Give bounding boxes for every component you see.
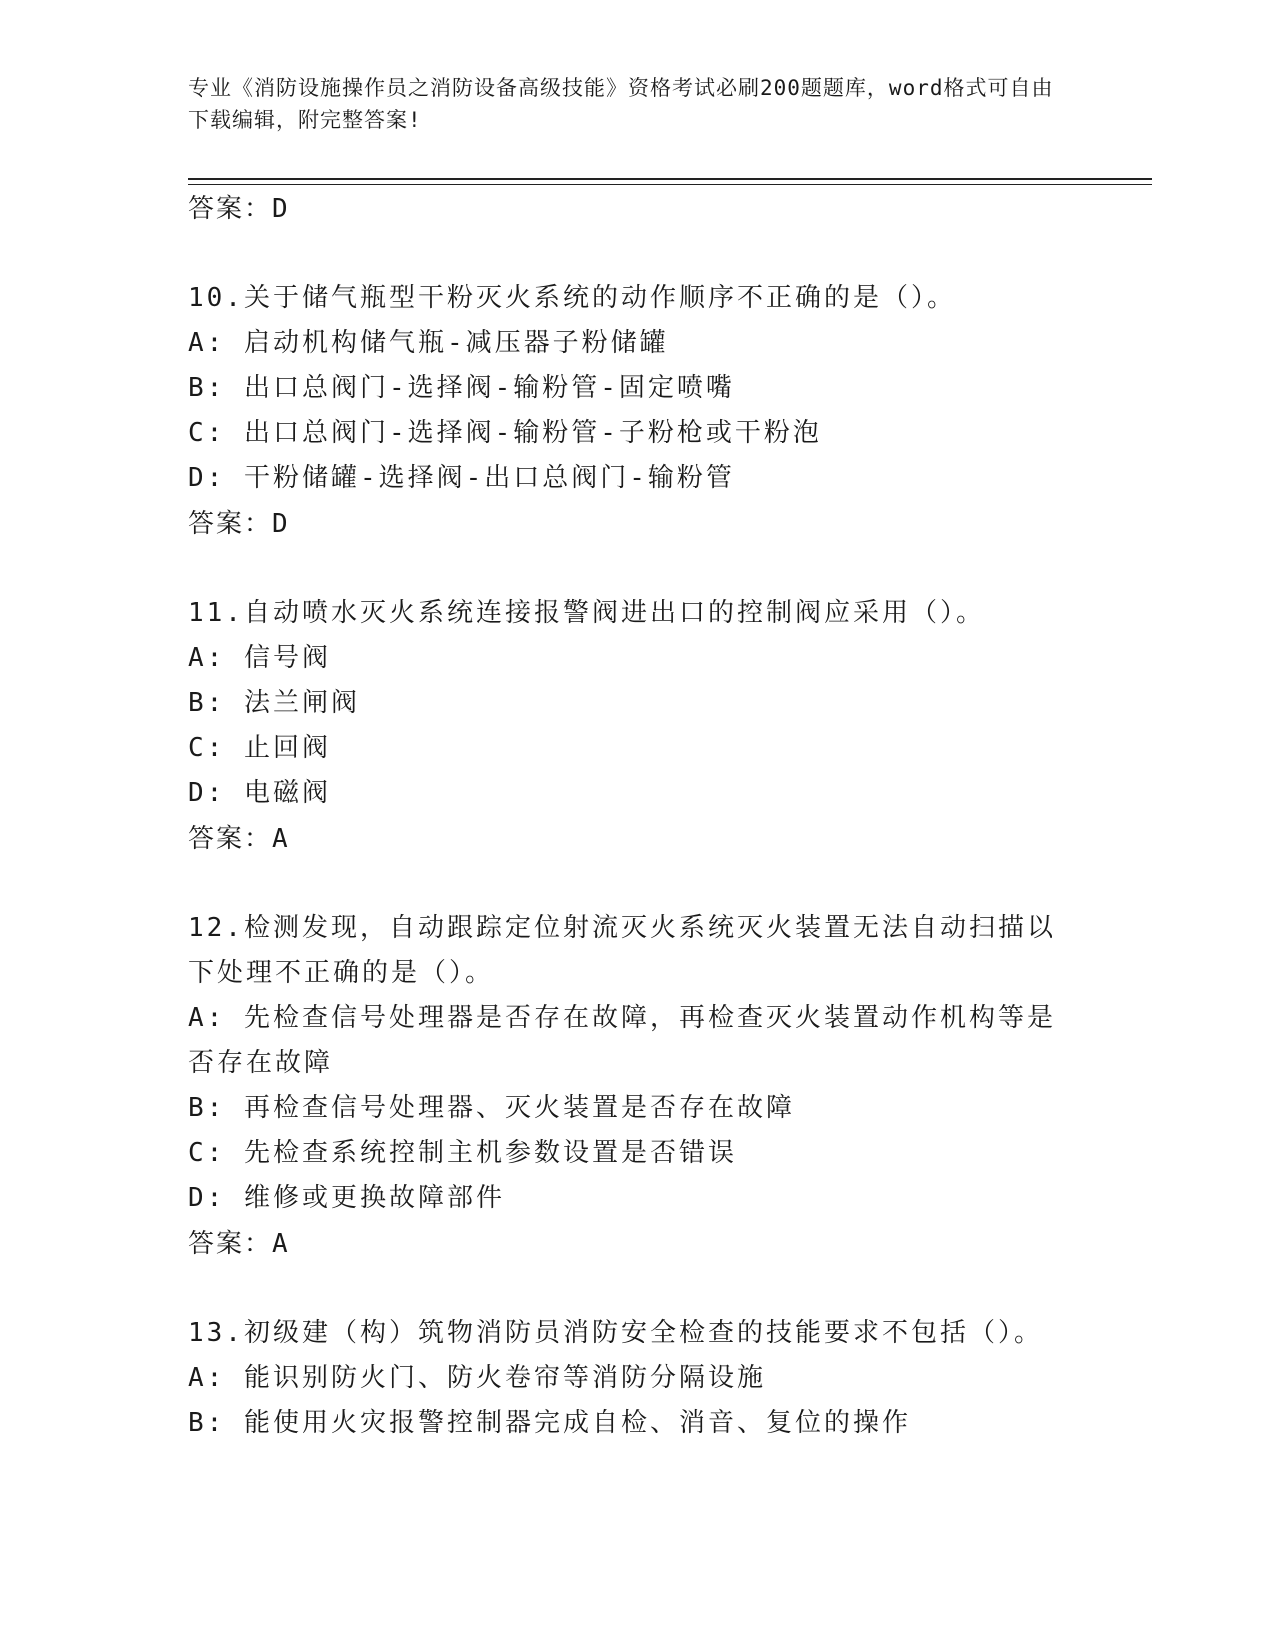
question-13-option-a: A: 能识别防火门、防火卷帘等消防分隔设施 [188,1363,766,1393]
header-rule-thick [188,178,1152,180]
question-11-answer: 答案：A [188,824,290,854]
question-11-option-b: B: 法兰闸阀 [188,688,360,718]
question-13-option-b: B: 能使用火灾报警控制器完成自检、消音、复位的操作 [188,1408,911,1438]
question-10-answer: 答案：D [188,509,290,539]
question-11-option-d: D: 电磁阀 [188,778,331,808]
question-10-stem: 10.关于储气瓶型干粉灭火系统的动作顺序不正确的是（）。 [188,283,956,313]
document-header: 专业《消防设施操作员之消防设备高级技能》资格考试必刷200题题库，word格式可自由下载编辑，附完整答案! [188,76,1054,132]
question-11-option-a: A: 信号阀 [188,643,331,673]
question-12-option-a: A: 先检查信号处理器是否存在故障，再检查灭火装置动作机构等是否存在故障 [188,1003,1056,1078]
question-11-option-c: C: 止回阀 [188,733,331,763]
question-10-option-c: C: 出口总阀门-选择阀-输粉管-子粉枪或干粉泡 [188,418,822,448]
question-12-option-d: D: 维修或更换故障部件 [188,1183,505,1213]
question-13-stem: 13.初级建（构）筑物消防员消防安全检查的技能要求不包括（）。 [188,1318,1043,1348]
header-rule-thin [188,184,1152,185]
question-12-answer: 答案：A [188,1229,290,1259]
previous-answer: 答案：D [188,194,290,224]
question-12-option-c: C: 先检查系统控制主机参数设置是否错误 [188,1138,737,1168]
question-12-option-b: B: 再检查信号处理器、灭火装置是否存在故障 [188,1093,795,1123]
question-10-option-d: D: 干粉储罐-选择阀-出口总阀门-输粉管 [188,463,735,493]
question-10-option-a: A: 启动机构储气瓶-减压器子粉储罐 [188,328,669,358]
question-11-stem: 11.自动喷水灭火系统连接报警阀进出口的控制阀应采用（）。 [188,598,985,628]
question-10-option-b: B: 出口总阀门-选择阀-输粉管-固定喷嘴 [188,373,735,403]
question-12-stem: 12.检测发现，自动跟踪定位射流灭火系统灭火装置无法自动扫描以下处理不正确的是（）。 [188,913,1056,988]
